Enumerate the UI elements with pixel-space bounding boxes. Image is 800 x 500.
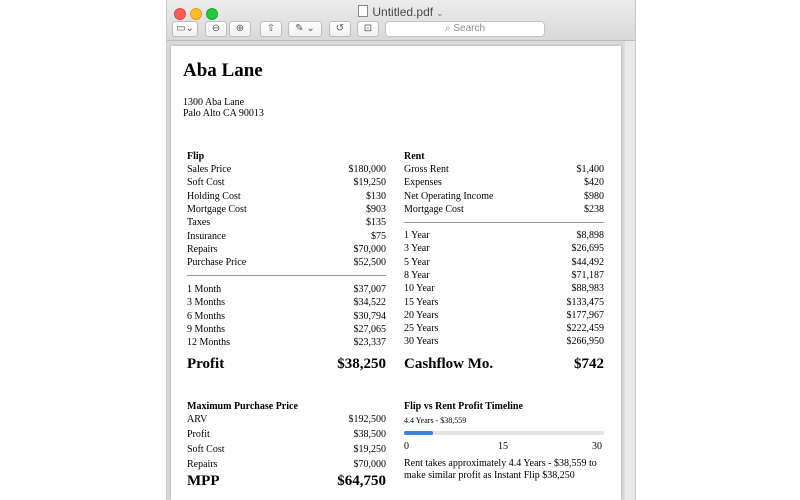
mpp-item-value: $192,500 xyxy=(348,414,386,425)
pdf-page xyxy=(171,46,621,500)
mpp-item-value: $70,000 xyxy=(353,459,386,470)
timeline-progress-fill xyxy=(404,431,433,435)
timeline-tick-mid: 15 xyxy=(498,441,508,452)
flip-period-row xyxy=(187,297,386,310)
rent-item-row xyxy=(404,204,604,217)
flip-item-label: Insurance xyxy=(187,230,226,242)
search-icon: ⌕ xyxy=(444,23,451,34)
flip-item-label: Sales Price xyxy=(187,164,232,175)
mpp-item-label: Repairs xyxy=(187,459,218,470)
flip-profit-row xyxy=(187,356,386,376)
rent-year-row xyxy=(404,270,604,283)
rent-item-label: Expenses xyxy=(404,177,442,189)
mpp-item-value: $38,500 xyxy=(353,429,386,440)
flip-item-value: $180,000 xyxy=(348,164,386,175)
mpp-item-row xyxy=(187,429,386,442)
rent-item-row xyxy=(404,164,604,177)
zoom-in-icon: ⊕ xyxy=(235,23,245,34)
rent-year-row xyxy=(404,336,604,349)
rent-year-row xyxy=(404,323,604,336)
flip-profit-label: Profit xyxy=(187,356,225,372)
rent-year-label: 30 Years xyxy=(404,336,439,348)
flip-item-row xyxy=(187,244,386,257)
mpp-item-row xyxy=(187,459,386,472)
rent-year-value: $133,475 xyxy=(566,296,604,308)
flip-item-row xyxy=(187,177,386,190)
rent-item-label: Net Operating Income xyxy=(404,190,494,202)
mpp-total-row xyxy=(187,473,386,493)
preview-window xyxy=(166,0,636,500)
flip-item-row xyxy=(187,257,386,270)
mpp-total-value: $64,750 xyxy=(337,473,386,489)
flip-section-title: Flip xyxy=(187,151,205,162)
rent-year-row xyxy=(404,243,604,256)
rent-year-label: 15 Years xyxy=(404,296,439,308)
search-field[interactable] xyxy=(385,21,545,37)
flip-item-value: $903 xyxy=(366,203,386,215)
rent-year-label: 1 Year xyxy=(404,230,430,241)
flip-item-row xyxy=(187,231,386,244)
rent-year-label: 25 Years xyxy=(404,323,439,335)
flip-item-label: Repairs xyxy=(187,243,218,255)
markup-pen-icon: ✎ ⌄ xyxy=(295,23,315,34)
rent-item-value: $980 xyxy=(584,190,604,202)
rent-item-value: $1,400 xyxy=(576,164,604,175)
timeline-note: Rent takes approximately 4.4 Years - $38,559 to make similar profit as Instant Flip $38,250 xyxy=(404,458,597,481)
rent-year-value: $177,967 xyxy=(566,309,604,321)
address-line-1: 1300 Aba Lane xyxy=(183,97,245,108)
sidebar-toggle-button[interactable] xyxy=(172,21,198,37)
rent-cashflow-row xyxy=(404,356,604,376)
address-line-2: Palo Alto CA 90013 xyxy=(183,108,264,119)
timeline-caption: 4.4 Years - $38,559 xyxy=(404,416,467,425)
rent-year-row xyxy=(404,257,604,270)
mpp-total-label: MPP xyxy=(187,473,220,489)
mpp-item-label: Soft Cost xyxy=(187,444,225,455)
flip-period-row xyxy=(187,284,386,297)
flip-item-label: Mortgage Cost xyxy=(187,203,247,215)
flip-period-label: 3 Months xyxy=(187,297,226,309)
share-icon: ⇧ xyxy=(266,23,276,34)
markup-button[interactable] xyxy=(288,21,322,37)
rent-item-value: $420 xyxy=(584,177,604,189)
chevron-down-icon: ⌄ xyxy=(436,8,444,18)
rent-year-row xyxy=(404,283,604,296)
rent-year-label: 3 Year xyxy=(404,243,430,255)
rent-year-row xyxy=(404,297,604,310)
rent-year-label: 20 Years xyxy=(404,309,439,321)
flip-period-value: $27,065 xyxy=(353,323,386,335)
rent-year-row xyxy=(404,230,604,243)
flip-item-row xyxy=(187,217,386,230)
timeline-tick-start: 0 xyxy=(404,441,409,452)
sidebar-toggle-icon: ▭⌄ xyxy=(176,23,194,34)
rent-year-label: 5 Year xyxy=(404,256,430,268)
rent-year-value: $71,187 xyxy=(571,269,604,281)
zoom-out-icon: ⊖ xyxy=(211,23,221,34)
flip-period-row xyxy=(187,337,386,350)
title-bar xyxy=(167,0,635,41)
rent-year-value: $8,898 xyxy=(576,230,604,241)
rent-cashflow-value: $742 xyxy=(574,356,604,372)
toolbox-button[interactable] xyxy=(357,21,379,37)
rent-year-value: $266,950 xyxy=(566,336,604,348)
rent-item-value: $238 xyxy=(584,203,604,215)
rent-item-label: Gross Rent xyxy=(404,164,449,175)
flip-period-value: $23,337 xyxy=(353,337,386,349)
window-title[interactable] xyxy=(167,5,635,19)
share-button[interactable] xyxy=(260,21,282,37)
flip-profit-value: $38,250 xyxy=(337,356,386,372)
vertical-scrollbar[interactable] xyxy=(625,41,635,500)
timeline-tick-end: 30 xyxy=(592,441,602,452)
flip-item-label: Taxes xyxy=(187,217,211,229)
flip-item-row xyxy=(187,191,386,204)
flip-item-row xyxy=(187,164,386,177)
flip-period-value: $37,007 xyxy=(353,284,386,295)
flip-period-row xyxy=(187,324,386,337)
rent-item-row xyxy=(404,177,604,190)
zoom-out-button[interactable] xyxy=(205,21,227,37)
rent-section-title: Rent xyxy=(404,151,425,162)
flip-item-value: $135 xyxy=(366,217,386,229)
flip-period-value: $30,794 xyxy=(353,310,386,322)
flip-item-label: Purchase Price xyxy=(187,257,247,269)
document-icon xyxy=(358,5,368,17)
mpp-item-value: $19,250 xyxy=(353,444,386,455)
rotate-button[interactable] xyxy=(329,21,351,37)
flip-divider xyxy=(187,275,386,276)
mpp-item-row xyxy=(187,414,386,427)
rent-item-label: Mortgage Cost xyxy=(404,203,464,215)
mpp-section-title: Maximum Purchase Price xyxy=(187,401,298,412)
flip-item-label: Soft Cost xyxy=(187,177,225,189)
search-placeholder: Search xyxy=(453,23,486,34)
flip-period-row xyxy=(187,311,386,324)
rent-year-value: $44,492 xyxy=(571,256,604,268)
rent-divider xyxy=(404,222,604,223)
flip-item-value: $75 xyxy=(371,230,386,242)
property-title: Aba Lane xyxy=(183,60,263,81)
zoom-in-button[interactable] xyxy=(229,21,251,37)
toolbox-icon: ⊡ xyxy=(363,23,373,34)
rent-year-value: $88,983 xyxy=(571,283,604,295)
timeline-progress-track xyxy=(404,431,604,435)
rent-year-label: 8 Year xyxy=(404,269,430,281)
flip-item-row xyxy=(187,204,386,217)
flip-period-label: 1 Month xyxy=(187,284,222,295)
rent-year-label: 10 Year xyxy=(404,283,435,295)
flip-period-label: 6 Months xyxy=(187,310,226,322)
flip-item-value: $19,250 xyxy=(353,177,386,189)
rotate-icon: ↺ xyxy=(335,23,345,34)
flip-item-label: Holding Cost xyxy=(187,190,241,202)
rent-year-row xyxy=(404,310,604,323)
rent-year-value: $26,695 xyxy=(571,243,604,255)
rent-cashflow-label: Cashflow Mo. xyxy=(404,356,494,372)
timeline-section-title: Flip vs Rent Profit Timeline xyxy=(404,401,523,412)
flip-item-value: $70,000 xyxy=(353,243,386,255)
flip-item-value: $52,500 xyxy=(353,257,386,269)
window-title-text: Untitled.pdf xyxy=(372,5,434,19)
flip-period-label: 9 Months xyxy=(187,323,226,335)
rent-year-value: $222,459 xyxy=(566,323,604,335)
mpp-item-row xyxy=(187,444,386,457)
flip-period-label: 12 Months xyxy=(187,337,231,349)
rent-item-row xyxy=(404,191,604,204)
mpp-item-label: Profit xyxy=(187,429,210,440)
flip-period-value: $34,522 xyxy=(353,297,386,309)
mpp-item-label: ARV xyxy=(187,414,208,425)
flip-item-value: $130 xyxy=(366,190,386,202)
